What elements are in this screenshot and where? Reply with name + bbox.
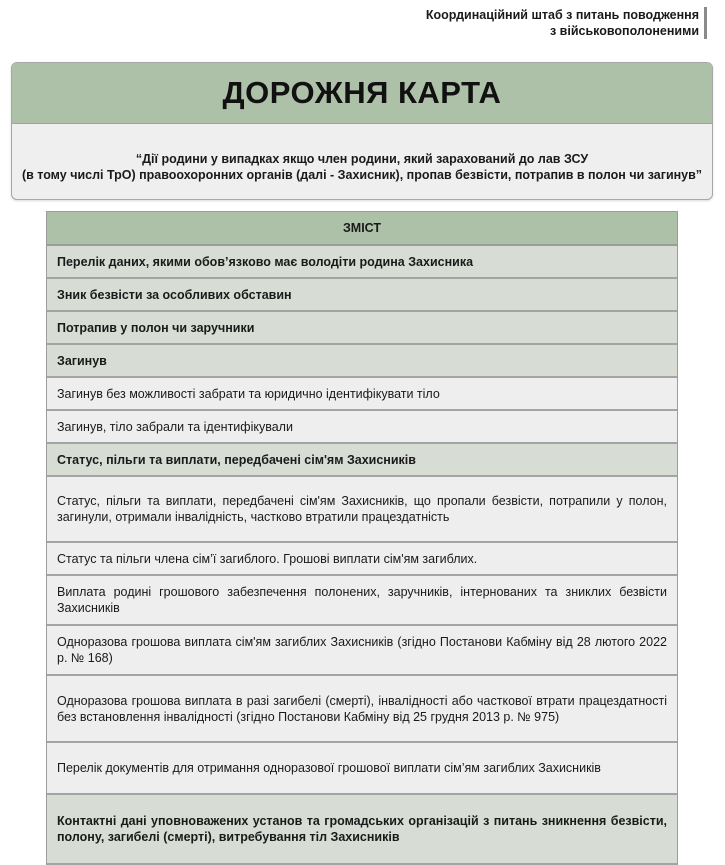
toc-heading: ЗМІСТ — [47, 212, 677, 246]
toc-section-link[interactable] — [47, 246, 677, 279]
toc-subsection-link[interactable] — [47, 411, 677, 444]
document-subtitle — [12, 124, 712, 183]
toc-item-label: Загинув, тіло забрали та ідентифікували — [57, 419, 293, 434]
toc-item-label: Виплата родині грошового забезпечення полонених, заручників, інтернованих та зниклих безвісти Захисників — [57, 585, 667, 615]
toc-item-label: Одноразова грошова виплата в разі загибелі (смерті), інвалідності або часткової втрати працездатності без встановлення інвалідності (згідно Постанови Кабміну від 25 грудня 2013 р. № 975) — [57, 693, 667, 724]
toc-subsection-link[interactable] — [47, 576, 677, 626]
toc-item-label: Зник безвісти за особливих обставин — [57, 287, 292, 302]
toc-subsection-link[interactable] — [47, 743, 677, 795]
toc-list — [47, 246, 677, 865]
toc-section-link[interactable] — [47, 345, 677, 378]
toc-section-link[interactable] — [47, 795, 677, 865]
toc-item-label: Статус та пільги члена сім’ї загиблого. Грошові виплати сім'ям загиблих. — [57, 551, 478, 566]
subtitle-line1: “Дії родини у випадках якщо член родини, який зарахований до лав ЗСУ — [135, 152, 589, 166]
toc-subsection-link[interactable] — [47, 477, 677, 543]
toc-section-link[interactable] — [47, 279, 677, 312]
toc-subsection-link[interactable] — [47, 626, 677, 676]
toc-section-link[interactable] — [47, 312, 677, 345]
organization-name-line1: Координаційний штаб з питань поводження — [425, 8, 699, 22]
toc-item-label: Загинув — [57, 353, 107, 368]
toc-item-label: Перелік даних, якими обов’язково має володіти родина Захисника — [57, 254, 474, 269]
toc-item-label: Загинув без можливості забрати та юридично ідентифікувати тіло — [57, 386, 440, 401]
toc-item-label: Потрапив у полон чи заручники — [57, 320, 255, 335]
toc-item-label: Контактні дані уповноважених установ та громадських організацій з питань зникнення безвісти, полону, загибелі (смерті), витребування тіл Захисників — [57, 814, 667, 844]
title-card — [11, 62, 713, 200]
toc-item-label: Перелік документів для отримання одноразової грошової виплати сім’ям загиблих Захисників — [57, 761, 601, 775]
toc-item-label: Статус, пільги та виплати, передбачені сім'ям Захисників, що пропали безвісти, потрапили у полон, загинули, отримали інвалідність, частково втратили працездатність — [57, 494, 667, 524]
toc-item-label: Одноразова грошова виплата сім'ям загиблих Захисників (згідно Постанови Кабміну від 28 лютого 2022 р. № 168) — [57, 635, 667, 665]
organization-header — [426, 7, 707, 39]
page-title: ДОРОЖНЯ КАРТА — [222, 75, 502, 110]
organization-name-line2: з військовополоненими — [550, 24, 699, 38]
toc-item-label: Статус, пільги та виплати, передбачені сім'ям Захисників — [57, 452, 416, 467]
toc-subsection-link[interactable] — [47, 543, 677, 576]
subtitle-line2: (в тому числі ТрО) правоохоронних органів (далі - Захисник), пропав безвісти, потрапив в полон чи загинув” — [21, 168, 703, 182]
title-bar — [12, 63, 712, 124]
toc-subsection-link[interactable] — [47, 676, 677, 743]
table-of-contents — [46, 211, 678, 865]
toc-section-link[interactable] — [47, 444, 677, 477]
toc-subsection-link[interactable] — [47, 378, 677, 411]
